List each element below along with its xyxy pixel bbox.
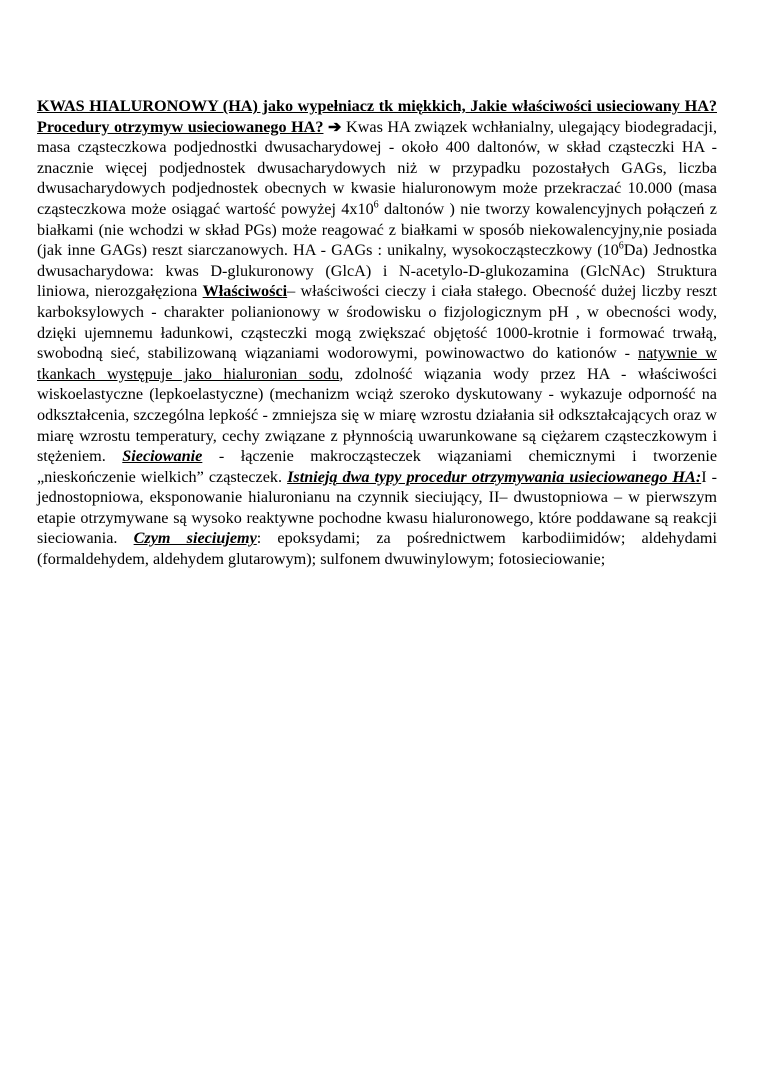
exponent: 6	[618, 240, 624, 252]
paragraph-text: – właściwości cieczy i ciała stałego. Obecność dużej liczby reszt karboksylowych - charakter polianionowy w środowisku o fizjologicznym pH , w obecności wody, dzięki ujemnemu ładunkowi, cząsteczki mogą zwiększać objętość 1000-krotnie i formować trwałą, swobodną sieć, stabilizowaną wiązaniami wodorowymi, powinowactwo do kationów -	[37, 282, 717, 363]
paragraph-text: : epoksydami; za pośrednictwem karbodiimidów; aldehydami (formaldehydem, aldehydem glutarowym); sulfonem dwuwinylowym; fotosieciowanie;	[37, 529, 717, 569]
paragraph-text: daltonów ) nie tworzy kowalencyjnych połączeń z białkami (nie wchodzi w skład PGs) może reagować z białkami w sposób niekowalencyjny,nie posiada (jak inne GAGs) reszt siarczanowych. HA - GAGs : unikalny, wysokocząsteczkowy (10	[37, 199, 717, 260]
paragraph-text: Da) Jednostka dwusacharydowa: kwas D-glukuronowy (GlcA) i N-acetylo-D-glukozamina (GlcNAc) Struktura liniowa, nierozgałęziona	[37, 241, 717, 301]
paragraph-text: - łączenie makrocząsteczek wiązaniami chemicznymi i tworzenie „nieskończenie wielkich” cząsteczek.	[37, 447, 717, 486]
document-body	[37, 96, 717, 570]
section-label-wlasciwosci: Właściwości	[202, 282, 288, 301]
section-label-procedures: Istnieją dwa typy procedur otrzymywania usieciowanego HA:	[287, 467, 702, 486]
section-label-sieciowanie: Sieciowanie	[122, 447, 203, 466]
document-heading: KWAS HIALURONOWY (HA) jako wypełniacz tk miękkich, Jakie właściwości usieciowany HA? Procedury otrzymyw usieciowanego HA?	[37, 97, 717, 136]
section-label-czym-sieciujemy: Czym sieciujemy	[133, 529, 257, 548]
exponent: 6	[373, 199, 379, 211]
paragraph-intro: Kwas HA związek wchłanialny, ulegający biodegradacji, masa cząsteczkowa podjednostki dwusacharydowej - około 400 daltonów, w skład cząsteczki HA - znacznie więcej podjednostek dwusacharydowych niż w przypadku pozostałych GAGs, liczba dwusacharydowych podjednostek obecnych w kwasie hialuronowym może przekraczać 10.000 (masa cząsteczkowa może osiągać wartość powyżej 4x10	[37, 117, 718, 218]
paragraph-text: , zdolność wiązania wody przez HA - właściwości wiskoelastyczne (lepkoelastyczne) (mechanizm wciąż szeroko dyskutowany - wykazuje odporność na odkształcenia, szczególna lepkość - zmniejsza się w miarę wzrostu działania sił odkształcających oraz w miarę wzrostu temperatury, cechy związane z płynnością uwarunkowane są ciężarem cząsteczkowym i stężeniem.	[37, 364, 717, 466]
paragraph-text: I - jednostopniowa, eksponowanie hialuronianu na czynnik sieciujący, II– dwustopniowa – w pierwszym etapie otrzymywane są wysoko reaktywne pochodne kwasu hialuronowego, które poddawane są reakcji sieciowania.	[37, 467, 718, 548]
underlined-phrase: natywnie w tkankach występuje jako hialuronian sodu	[37, 344, 717, 383]
arrow-right-icon: ➔	[327, 117, 342, 136]
